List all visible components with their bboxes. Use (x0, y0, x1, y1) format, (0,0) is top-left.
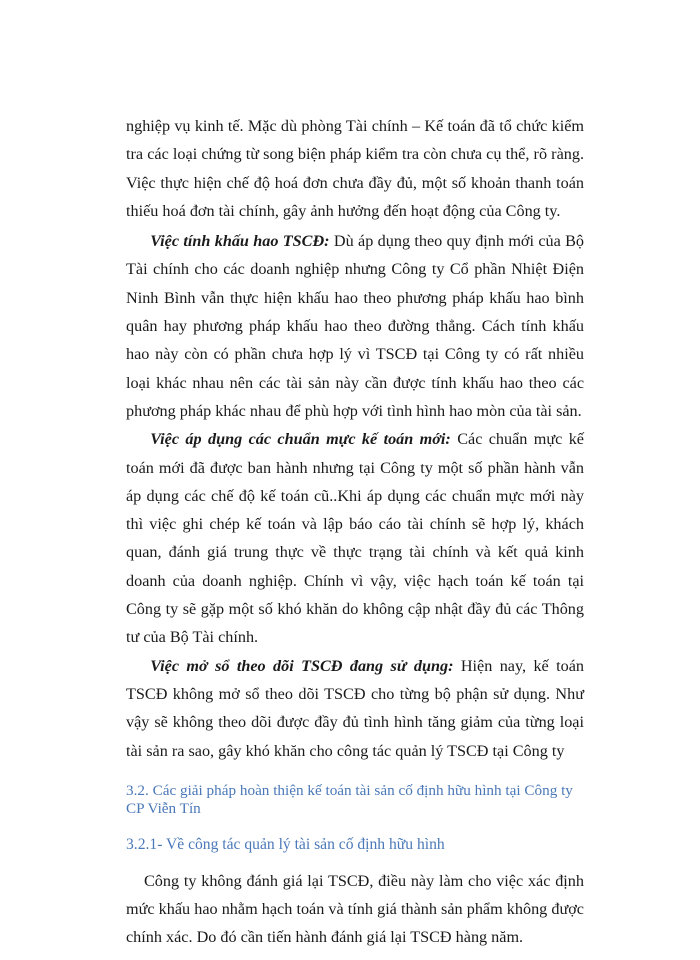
paragraph-revaluation: Công ty không đánh giá lại TSCĐ, điều này làm cho việc xác định mức khấu hao nhằm hạch toán và tính giá thành sản phẩm không được chính xác. Do đó cần tiến hành đánh giá lại TSCĐ hàng năm. (126, 871, 584, 947)
paragraph-asset-ledger (126, 652, 584, 765)
paragraph-asset-ledger-text: Hiện nay, kế toán TSCĐ không mở sổ theo dõi TSCĐ cho từng bộ phận sử dụng. Như vậy sẽ không theo dõi được đầy đủ tình hình tăng giảm của từng loại tài sản ra sao, gây khó khăn cho công tác quản lý TSCĐ tại Công ty (126, 656, 584, 760)
paragraph-accounting-standards (126, 425, 584, 651)
paragraph-depreciation-text: Dù áp dụng theo quy định mới của Bộ Tài chính cho các doanh nghiệp nhưng Công ty Cổ phần Nhiệt Điện Ninh Bình vẫn thực hiện khấu hao theo phương pháp khấu hao bình quân hay phương pháp khấu hao theo đường thẳng. Cách tính khấu hao này còn có phần chưa hợp lý vì TSCĐ tại Công ty có rất nhiều loại khác nhau nên các tài sản này cần được tính khấu hao theo các phương pháp khác nhau để phù hợp với tình hình hao mòn của tài sản. (126, 232, 585, 420)
section-heading-3-2-1: 3.2.1- Về công tác quản lý tài sản cố định hữu hình (126, 835, 445, 853)
paragraph-accounting-standards-text: Các chuẩn mực kế toán mới đã được ban hành nhưng tại Công ty một số phần hành vẫn áp dụng các chế độ kế toán cũ..Khi áp dụng các chuẩn mực mới này thì việc ghi chép kế toán và lập báo cáo tài chính sẽ hợp lý, khách quan, đánh giá trung thực về thực trạng tài chính và kết quả kinh doanh của doanh nghiệp. Chính vì vậy, việc hạch toán kế toán tại Công ty sẽ gặp một số khó khăn do không cập nhật đầy đủ các Thông tư của Bộ Tài chính. (126, 430, 584, 647)
section-heading-3-2: 3.2. Các giải pháp hoàn thiện kế toán tài sản cố định hữu hình tại Công ty CP Viễn Tín (126, 781, 573, 818)
paragraph-control-issues: nghiệp vụ kinh tế. Mặc dù phòng Tài chính – Kế toán đã tổ chức kiểm tra các loại chứng từ song biện pháp kiểm tra còn chưa cụ thể, rõ ràng. Việc thực hiện chế độ hoá đơn chưa đầy đủ, một số khoản thanh toán thiếu hoá đơn tài chính, gây ảnh hưởng đến hoạt động của Công ty. (126, 117, 584, 220)
paragraph-accounting-standards-lead: Việc áp dụng các chuẩn mực kế toán mới: (150, 430, 451, 449)
paragraph-depreciation-lead: Việc tính khấu hao TSCĐ: (150, 232, 330, 251)
paragraph-asset-ledger-lead: Việc mở sổ theo dõi TSCĐ đang sử dụng: (150, 656, 454, 675)
page-content (126, 112, 584, 952)
paragraph-depreciation (126, 227, 584, 425)
